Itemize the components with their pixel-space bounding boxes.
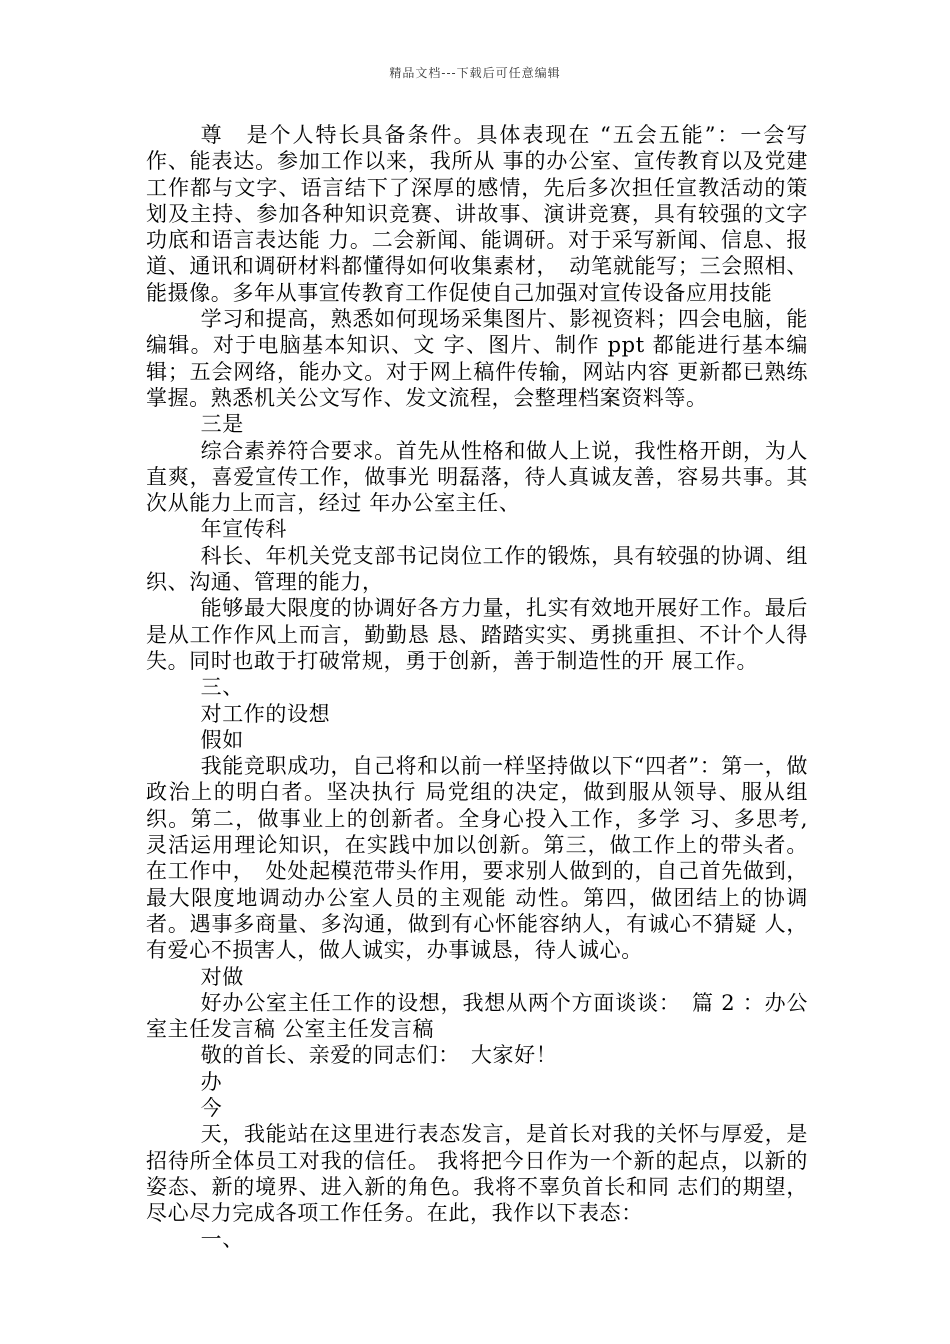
- paragraph: 三是: [200, 412, 244, 437]
- paragraph: 天，我能站在这里进行表态发言，是首长对我的关怀与厚爱，是招待所全体员工对我的信任。 我将把今日作为一个新的起点，以新的姿态、新的境界、进入新的角色。我将不辜负首长和同 志们的期望，尽心尽力完成各项工作任务。在此，我作以下表态：: [146, 1122, 808, 1226]
- paragraph: 综合素养符合要求。首先从性格和做人上说，我性格开朗，为人直爽，喜爱宣传工作，做事光 明磊落，待人真诚友善，容易共事。其次从能力上而言，经过 年办公室主任、: [146, 438, 808, 516]
- paragraph: 今: [200, 1095, 223, 1120]
- section-heading: 对工作的设想: [200, 701, 331, 726]
- paragraph: 科长、年机关党支部书记岗位工作的锻炼，具有较强的协调、组织、沟通、管理的能力，: [146, 543, 808, 595]
- document-body: [146, 122, 808, 1253]
- section-heading: 三、: [200, 675, 244, 700]
- paragraph: 对做: [200, 964, 244, 989]
- paragraph: 敬的首长、亲爱的同志们： 大家好！: [200, 1043, 558, 1068]
- paragraph: 好办公室主任工作的设想，我想从两个方面谈谈： 篇 2 ：办公室主任发言稿 公室主任发言稿: [146, 990, 808, 1042]
- paragraph: 假如: [200, 727, 244, 752]
- paragraph: 尊 是个人特长具备条件。具体表现在 “五会五能”：一会写作、能表达。参加工作以来，我所从 事的办公室、宣传教育以及党建工作都与文字、语言结下了深厚的感情，先后多次担任宣教活动的策划及主持、参加各种知识竞赛、讲故事、演讲竞赛，具有较强的文字功底和语言表达能 力。二会新闻、能调研。对于采写新闻、信息、报道、通讯和调研材料都懂得如何收集素材， 动笔就能写；三会照相、能摄像。多年从事宣传教育工作促使自己加强对宣传设备应用技能: [146, 123, 808, 305]
- paragraph: 年宣传科: [200, 517, 287, 542]
- page-header-note: 精品文档---下载后可任意编辑: [389, 66, 561, 80]
- paragraph: 我能竞职成功，自己将和以前一样坚持做以下“四者”：第一，做政治上的明白者。坚决执行 局党组的决定，做到服从领导、服从组织。第二，做事业上的创新者。全身心投入工作，多学 习、多思考,灵活运用理论知识，在实践中加以创新。第三，做工作上的带头者。在工作中， 处处起模范带头作用，要求别人做到的，自己首先做到，最大限度地调动办公室人员的主观能 动性。第四，做团结上的协调者。遇事多商量、多沟通，做到有心怀能容纳人，有诚心不猜疑 人，有爱心不损害人，做人诚实，办事诚恳，待人诚心。: [146, 754, 808, 963]
- paragraph: 能够最大限度的协调好各方力量，扎实有效地开展好工作。最后是从工作作风上而言，勤勤恳 恳、踏踏实实、勇挑重担、不计个人得失。同时也敢于打破常规，勇于创新，善于制造性的开 展工作。: [146, 596, 808, 673]
- paragraph: 办: [200, 1069, 223, 1094]
- paragraph: 学习和提高，熟悉如何现场采集图片、影视资料；四会电脑，能编辑。对于电脑基本知识、文 字、图片、制作 ppt 都能进行基本编辑；五会网络，能办文。对于网上稿件传输，网站内容 更新都已熟练掌握。熟悉机关公文写作、发文流程，会整理档案资料等。: [146, 307, 808, 410]
- section-heading: 一、: [200, 1227, 244, 1252]
